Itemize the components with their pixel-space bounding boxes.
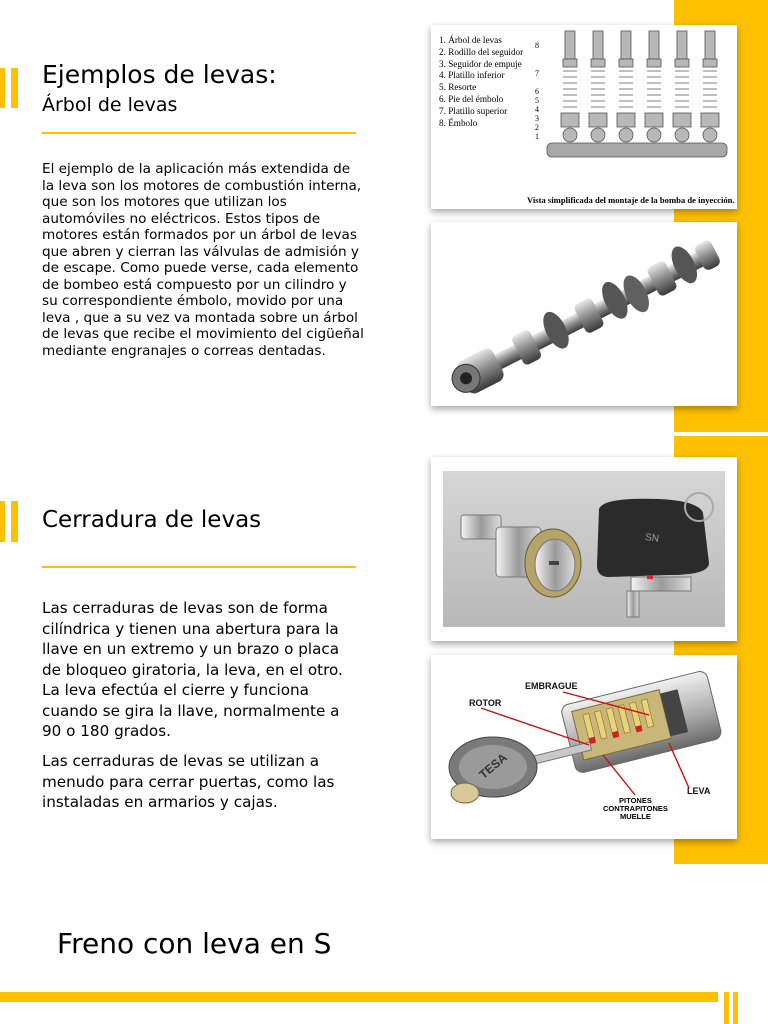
section3-title: Freno con leva en S <box>57 927 332 960</box>
diagram-callouts <box>535 39 539 141</box>
legend-item: 4. Platillo inferior <box>439 70 505 81</box>
camshaft-illustration <box>431 222 737 406</box>
callout-number: 5 <box>535 96 539 105</box>
label-muelle: MUELLE <box>620 812 651 821</box>
label-leva: LEVA <box>687 786 711 796</box>
section2-body-1: Las cerraduras de levas son de forma cilíndrica y tienen una abertura para la llave en un extremo y un brazo o placa de bloqueo giratoria, la leva, en el otro. La leva efectúa el cierre y funciona cuando se gira la llave, normalmente a 90 o 180 grados. <box>42 599 343 740</box>
lock-cylinder-diagram <box>431 655 737 839</box>
injection-pump-diagram <box>431 25 737 209</box>
legend-item: 8. Émbolo <box>439 117 478 128</box>
section1-body: El ejemplo de la aplicación más extendida de la leva son los motores de combustión interna, que son los motores que utilizan los automóviles no eléctricos. Estos tipos de motores están formados por un árbol de levas que abren y cierran las válvulas de admisión y de escape. Como puede verse, cada elemento de bombeo está compuesto por un cilindro y su correspondiente émbolo, movido por una leva , que a su vez va montada sobre un árbol de levas que recibe el movimiento del cigüeñal mediante engranajes o correas dentadas. <box>42 161 364 359</box>
pin-labels <box>603 797 668 821</box>
section1-divider <box>42 132 356 134</box>
callout-number: 8 <box>535 41 539 50</box>
section1-subtitle: Árbol de levas <box>42 94 178 116</box>
section2-accent-bar <box>0 501 5 542</box>
callout-number: 1 <box>535 132 539 141</box>
legend-item: 2. Rodillo del seguidor <box>439 46 524 57</box>
bottom-right-accent-bar <box>724 992 729 1024</box>
key-head-label: SN <box>644 532 660 545</box>
callout-number: 3 <box>535 114 539 123</box>
callout-number: 6 <box>535 87 539 96</box>
key-brand-label: TESA <box>476 750 510 782</box>
diagram-legend <box>439 35 523 129</box>
lock-cylinder-illustration <box>431 655 737 839</box>
pump-plungers-illustration <box>543 25 733 175</box>
section1-accent-bar <box>0 68 5 108</box>
callout-number: 7 <box>535 69 539 78</box>
section2-accent-bar-2 <box>11 501 18 542</box>
section2-title: Cerradura de levas <box>42 507 262 533</box>
callout-number: 4 <box>535 105 539 114</box>
section2-body-2: Las cerraduras de levas se utilizan a menudo para cerrar puertas, como las instaladas en armarios y cajas. <box>42 752 335 811</box>
legend-item: 3. Seguidor de empuje <box>439 58 522 69</box>
bottom-right-accent-bar-2 <box>733 992 738 1024</box>
legend-item: 6. Pie del émbolo <box>439 93 504 104</box>
cam-lock-photo <box>431 457 737 641</box>
label-contrapitones: CONTRAPITONES <box>603 804 668 813</box>
section1-accent-bar-2 <box>11 68 18 108</box>
section1-title: Ejemplos de levas: <box>42 60 277 89</box>
diagram-caption: Vista simplificada del montaje de la bomba de inyección. <box>527 195 735 205</box>
legend-item: 1. Árbol de levas <box>439 35 502 45</box>
yellow-bottom-stripe <box>0 992 718 1002</box>
camshaft-photo <box>431 222 737 406</box>
label-pitones: PITONES <box>619 796 652 805</box>
legend-item: 5. Resorte <box>439 82 477 93</box>
section2-divider <box>42 566 356 568</box>
callout-number: 2 <box>535 123 539 132</box>
label-embrague: EMBRAGUE <box>525 681 578 691</box>
legend-item: 7. Platillo superior <box>439 105 508 116</box>
label-rotor: ROTOR <box>469 698 502 708</box>
cam-lock-illustration <box>431 457 737 641</box>
